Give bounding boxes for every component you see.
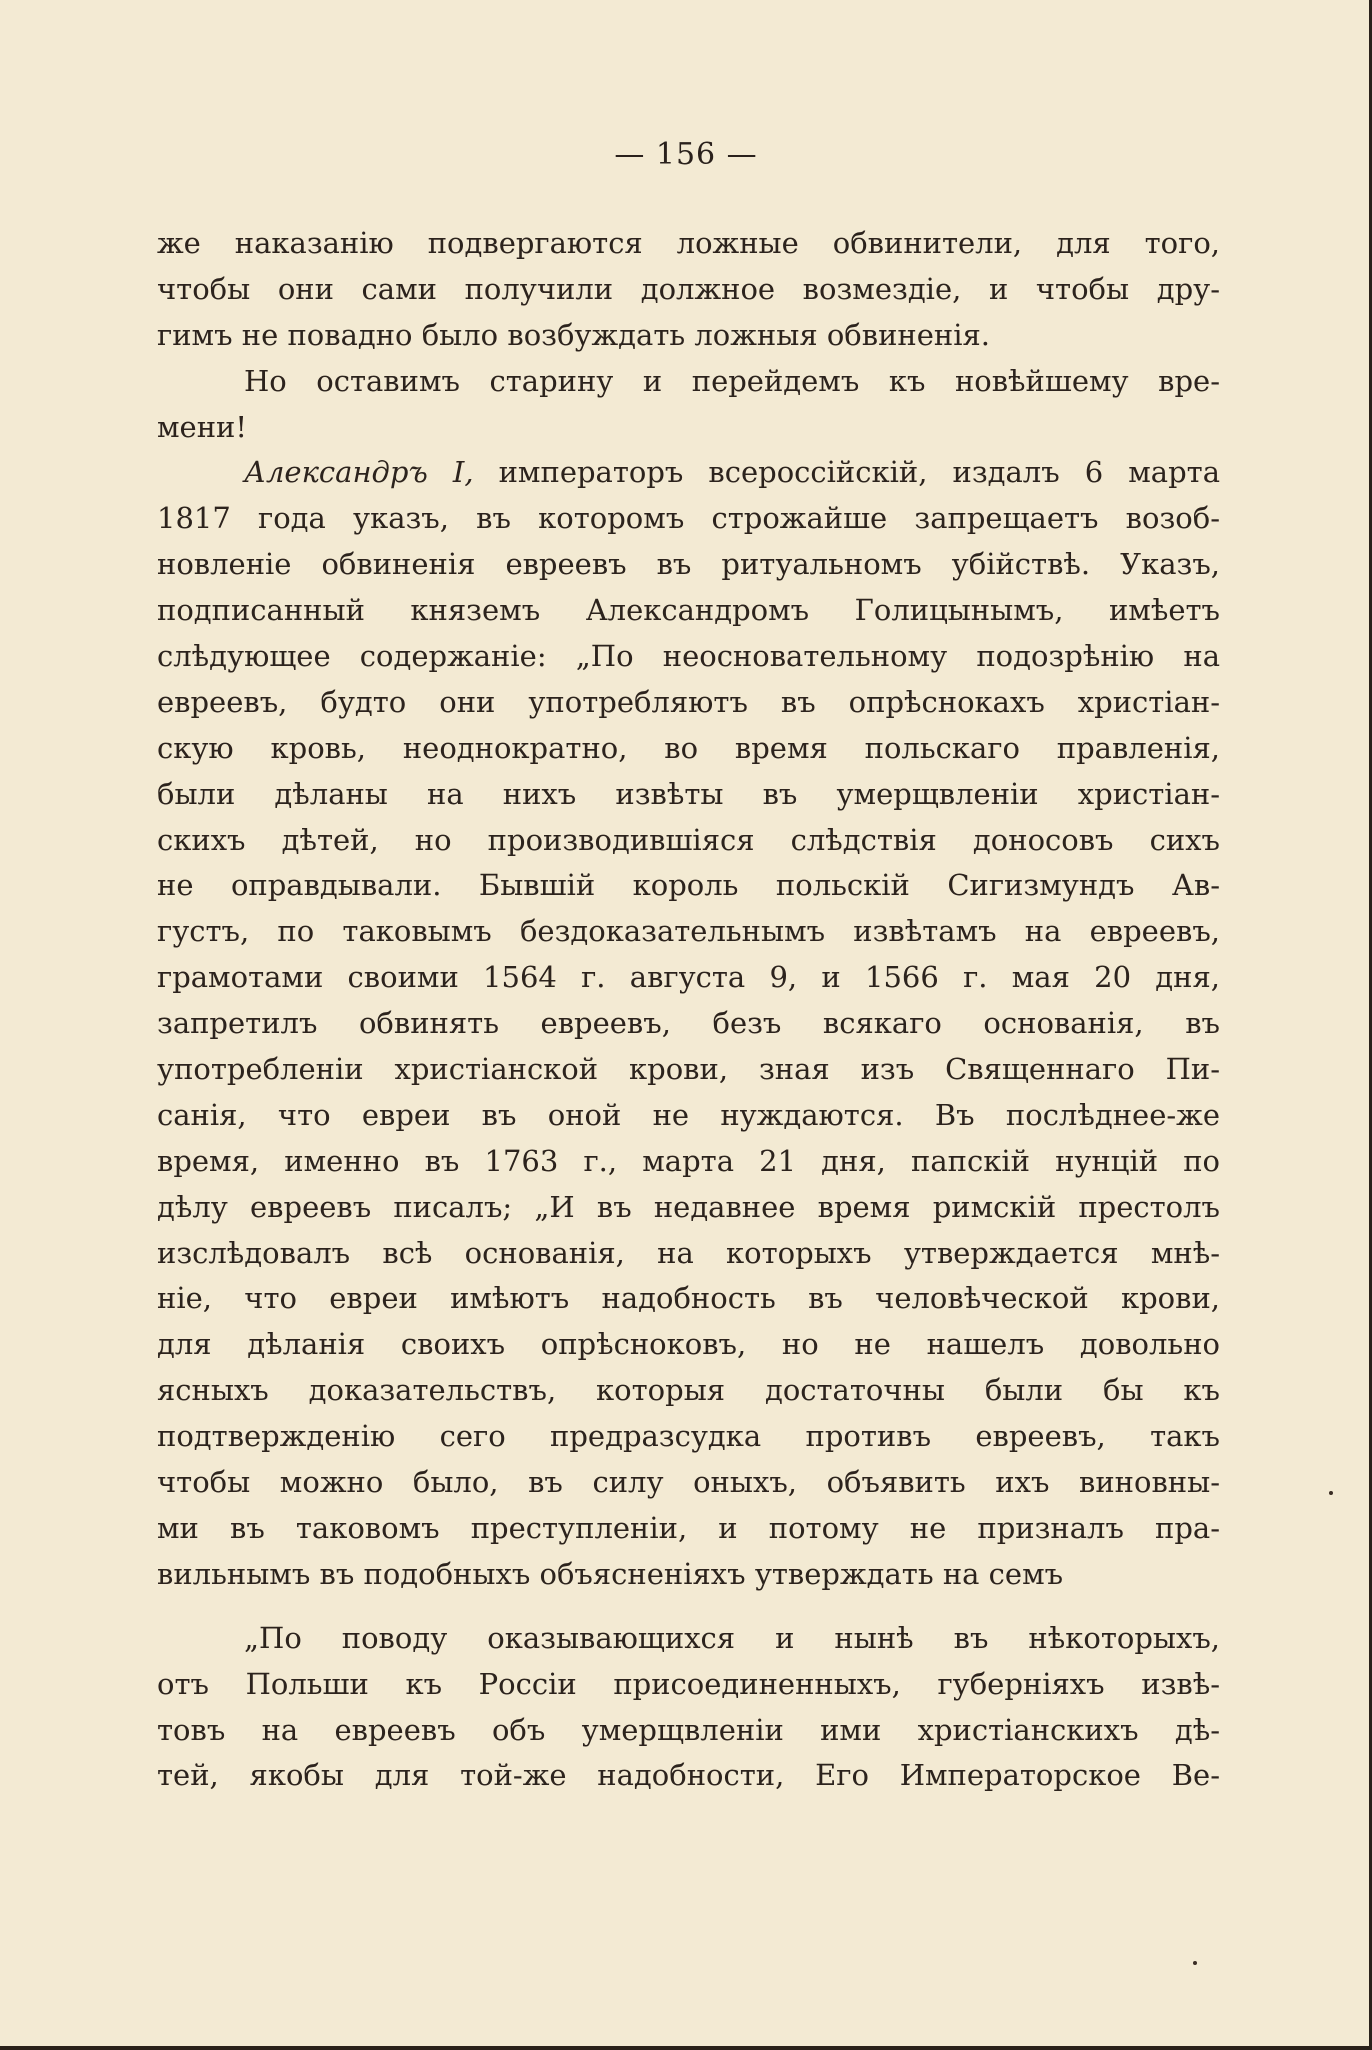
text-line: для дѣланія своихъ опрѣсноковъ, но не нашелъ довольно [157,1327,1220,1362]
ink-speck [1329,1491,1333,1495]
text-line [157,450,1220,496]
text-line: Но оставимъ старину и перейдемъ къ новѣйшему вре- [244,363,1220,398]
text-line: тей, якобы для той-же надобности, Его Императорское Ве- [157,1758,1220,1793]
text-line: были дѣланы на нихъ извѣты въ умерщвленіи христіан- [157,776,1220,811]
ink-speck [1193,1961,1197,1965]
text-line: товъ на евреевъ объ умерщвленіи ими христіанскихъ дѣ- [157,1712,1220,1747]
text-line: ніе, что евреи имѣютъ надобность въ человѣческой крови, [157,1281,1220,1316]
text-run: императоръ всероссійскій, издалъ 6 марта [473,455,1220,490]
text-line: изслѣдовалъ всѣ основанія, на которыхъ утверждается мнѣ- [157,1235,1220,1270]
text-line: гимъ не повадно было возбуждать ложныя обвиненія. [157,317,991,352]
text-line: запретилъ обвинять евреевъ, безъ всякаго основанія, въ [157,1006,1220,1041]
text-line: чтобы можно было, въ силу оныхъ, объявить ихъ виновны- [157,1465,1220,1500]
text-line: отъ Польши къ Россіи присоединенныхъ, губерніяхъ извѣ- [157,1666,1220,1701]
text-line: скихъ дѣтей, но производившіяся слѣдствія доносовъ сихъ [157,822,1220,857]
text-line: чтобы они сами получили должное возмездіе, и чтобы дру- [157,271,1220,306]
text-line: скую кровь, неоднократно, во время польскаго правленія, [157,730,1220,765]
text-line: „По поводу оказывающихся и нынѣ въ нѣкоторыхъ, [244,1620,1220,1655]
body-text [157,221,1220,1799]
text-line: дѣлу евреевъ писалъ; „И въ недавнее время римскій престолъ [157,1189,1220,1224]
text-line: подтвержденію сего предразсудка противъ евреевъ, такъ [157,1419,1220,1454]
text-line: не оправдывали. Бывшій король польскій Сигизмундъ Ав- [157,868,1220,903]
text-line: подписанный княземъ Александромъ Голицынымъ, имѣетъ [157,593,1220,628]
text-line: 1817 года указъ, въ которомъ строжайше запрещаетъ возоб- [157,501,1220,536]
text-line: ясныхъ доказательствъ, которыя достаточны были бы къ [157,1373,1220,1408]
text-line: густъ, по таковымъ бездоказательнымъ извѣтамъ на евреевъ, [157,914,1220,949]
text-line: время, именно въ 1763 г., марта 21 дня, папскій нунцій по [157,1143,1220,1178]
text-line: ми въ таковомъ преступленіи, и потому не призналъ пра- [157,1510,1220,1545]
text-line: слѣдующее содержаніе: „По неосновательному подозрѣнію на [157,639,1220,674]
text-line: мени! [157,409,248,444]
text-line: евреевъ, будто они употребляютъ въ опрѣснокахъ христіан- [157,684,1220,719]
text-line: употребленіи христіанской крови, зная изъ Священнаго Пи- [157,1052,1220,1087]
text-line: грамотами своими 1564 г. августа 9, и 1566 г. мая 20 дня, [157,960,1220,995]
text-line: же наказанію подвергаются ложные обвинители, для того, [157,226,1220,260]
text-line: вильнымъ въ подобныхъ объясненіяхъ утверждать на семъ [157,1556,1064,1591]
page-number: — 156 — [614,137,758,172]
emperor-name: Александръ I, [244,455,474,490]
scan-edge-bottom [0,2046,1372,2050]
text-line: новленіе обвиненія евреевъ въ ритуальномъ убійствѣ. Указъ, [157,547,1220,582]
text-line: санія, что евреи въ оной не нуждаются. Въ послѣднее-же [157,1097,1220,1132]
